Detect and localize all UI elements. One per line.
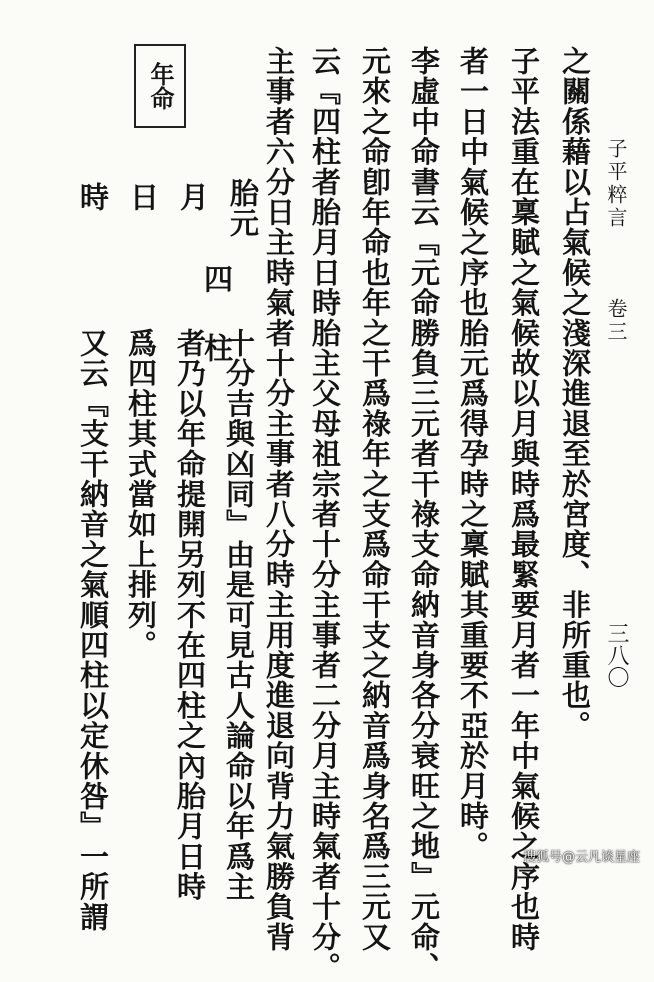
year-destiny-box xyxy=(134,44,186,128)
pillar-label-day: 日 xyxy=(126,182,160,213)
watermark-text: 搜狐号@云凡谈星座 xyxy=(522,850,640,865)
text-column-10: 爲四柱其式當如上排列。 xyxy=(124,328,158,661)
text-column-11: 又云『支干納音之氣順四柱以定休咎』一所謂 xyxy=(76,328,110,932)
text-column-9: 者乃以年命提開另列不在四柱之內胎月日時 xyxy=(173,328,207,902)
diagram-heading-four-pillars: 四柱 xyxy=(200,264,234,402)
text-column-3: 者一日中氣候之序也胎元爲得孕時之稟賦其重要不亞於月時。 xyxy=(456,46,490,862)
year-destiny-label: 年命 xyxy=(146,62,175,110)
text-column-5: 元來之命卽年命也年之干爲祿年之支爲命干支之納音爲身名爲三元又 xyxy=(358,46,392,952)
text-column-4: 李虛中命書云『元命勝負三元者干祿支命納音身各分衰旺之地』元命、 xyxy=(407,46,441,982)
pillar-label-taiyuan: 胎元 xyxy=(226,178,260,239)
running-header-volume: 卷三 xyxy=(604,298,628,344)
pillar-label-hour: 時 xyxy=(76,182,110,213)
text-column-2: 子平法重在稟賦之氣候故以月與時爲最緊要月者一年中氣候之序也時 xyxy=(507,46,541,952)
pillar-label-month: 月 xyxy=(176,182,210,213)
text-column-6: 云『四柱者胎月日時胎主父母祖宗者十分主事者二分月主時氣者十分。 xyxy=(308,46,342,982)
text-column-7: 主事者六分日主時氣者十分主事者八分時主用度進退向背力氣勝負背 xyxy=(262,46,296,952)
running-header-title: 子平粹言 xyxy=(604,138,628,230)
text-column-1: 之關係藉以占氣候之淺深進退至於宮度、非所重也。 xyxy=(558,46,592,741)
page-number: 三八〇 xyxy=(604,622,629,688)
text-column-8: 十分吉與凶同』由是可見古人論命以年爲主 xyxy=(222,328,256,902)
